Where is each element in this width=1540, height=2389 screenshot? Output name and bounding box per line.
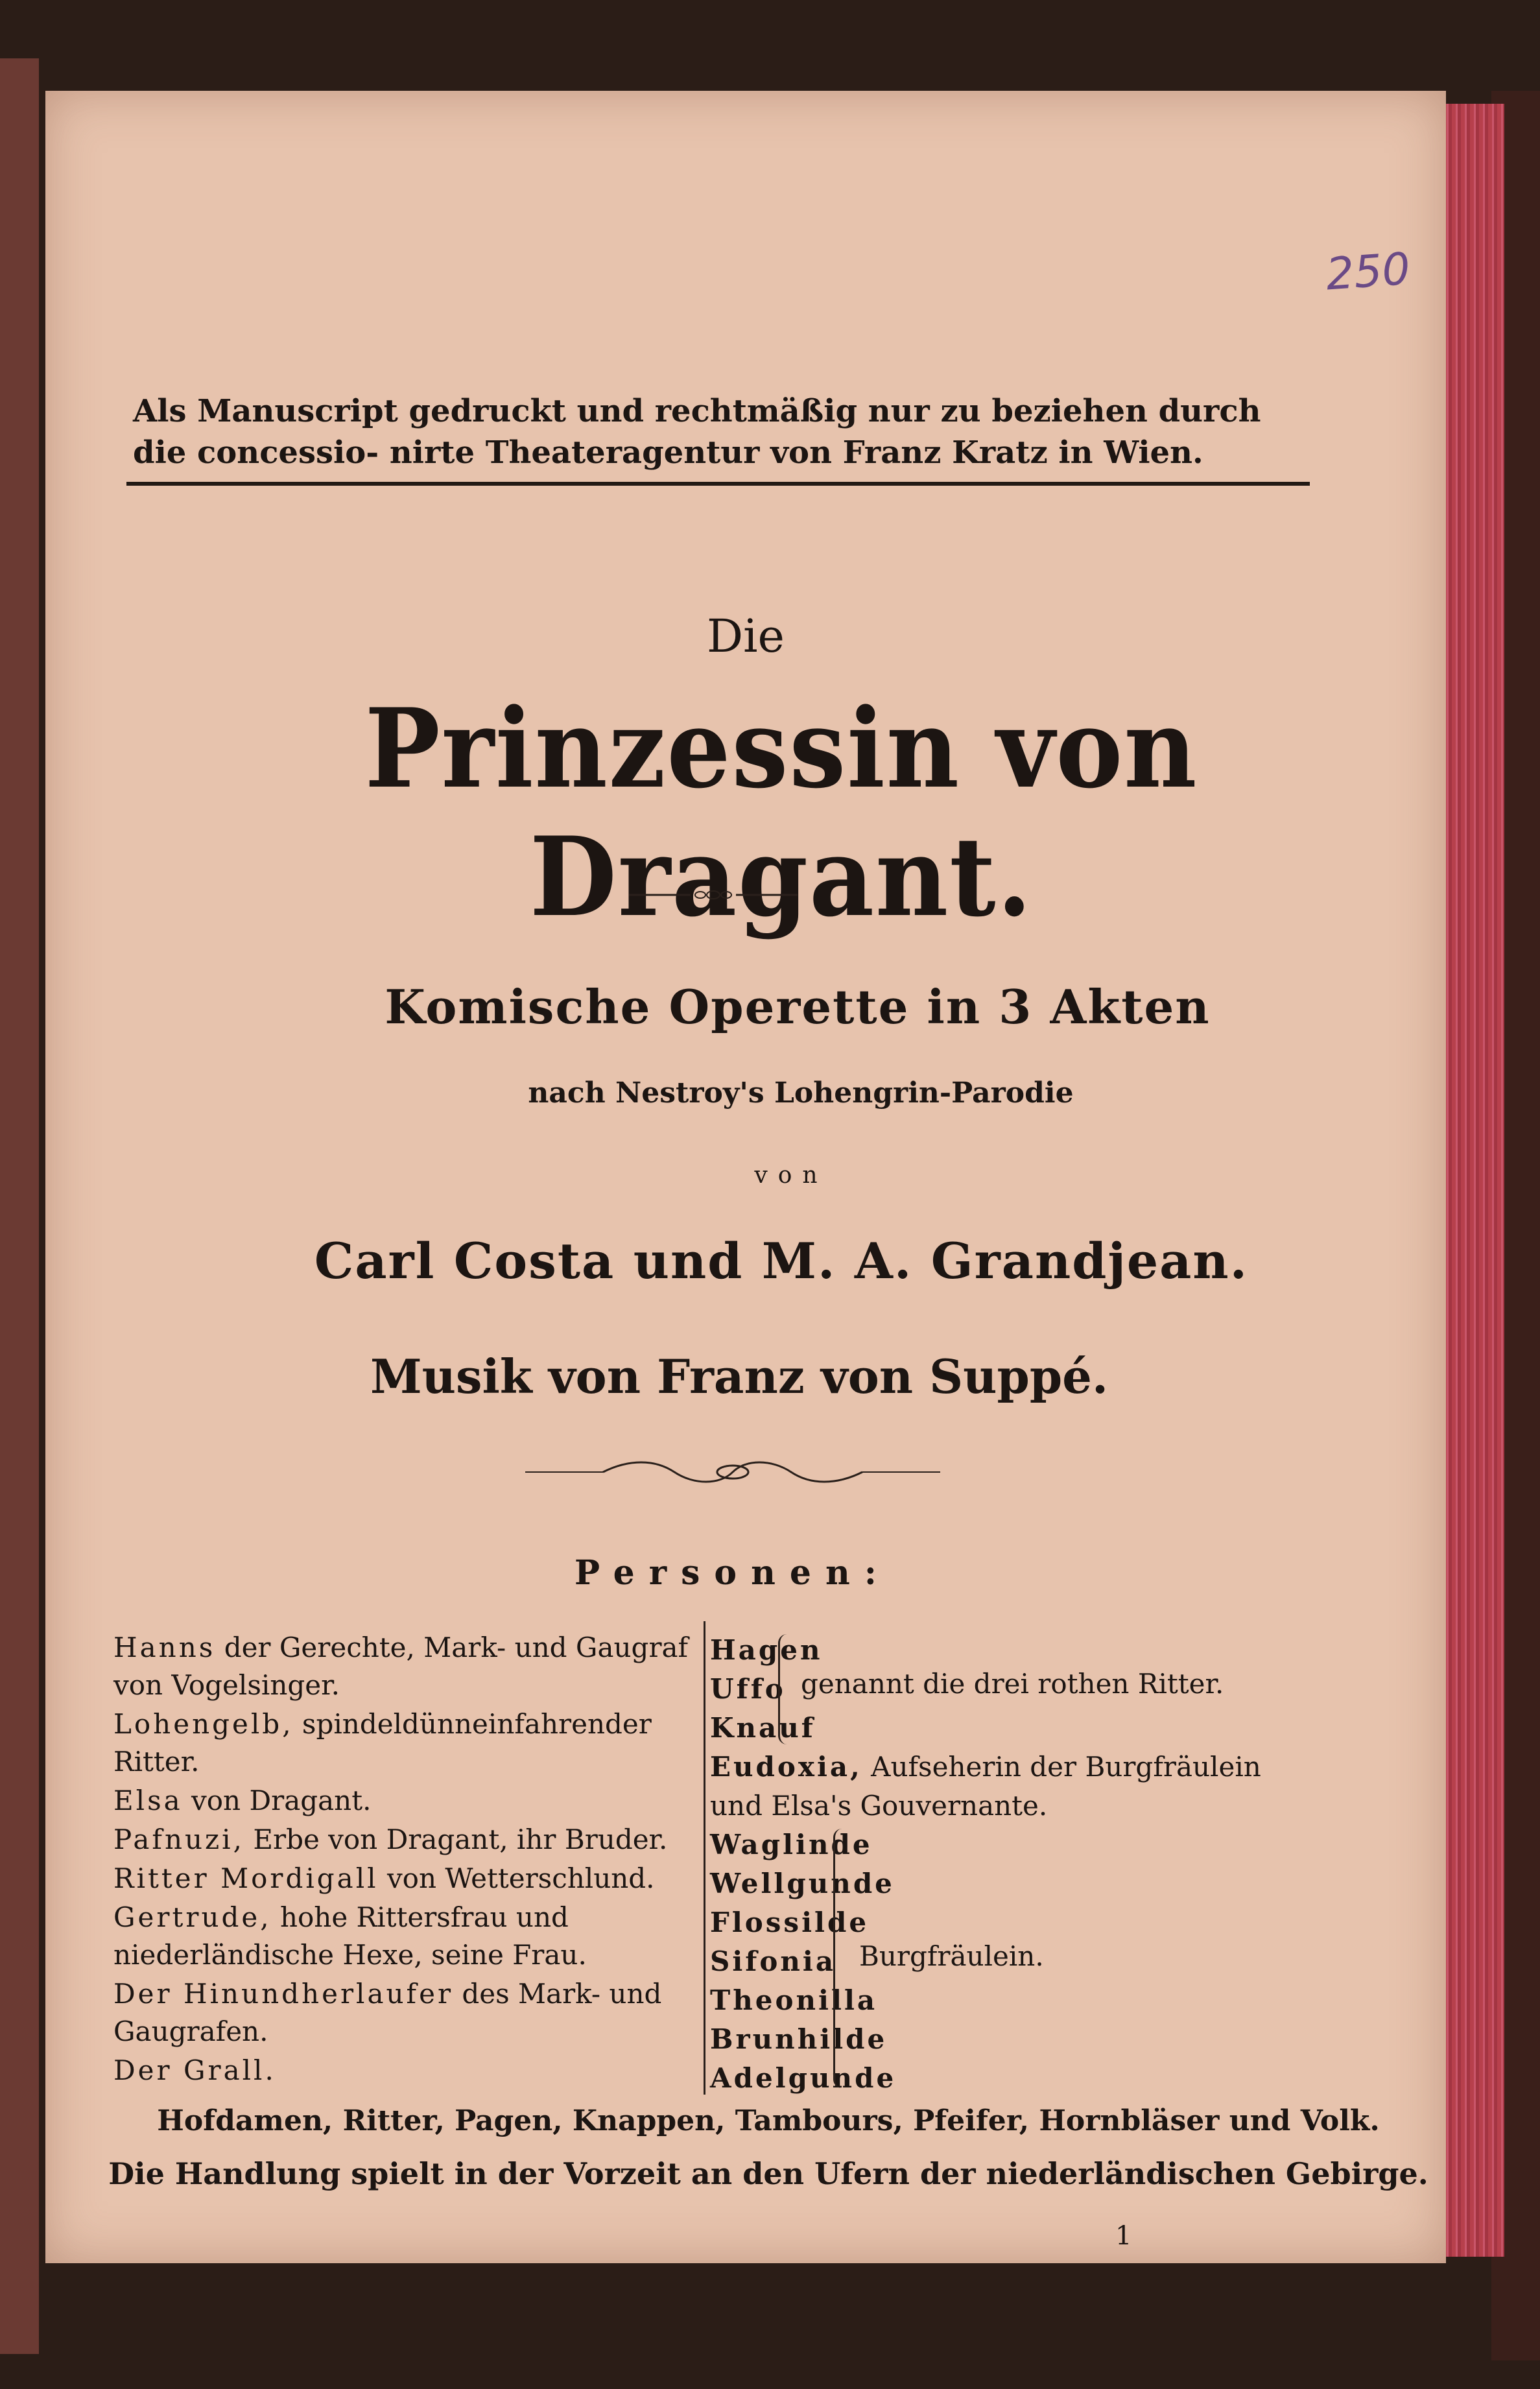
cast-entry: Ritter Mordigall von Wetterschlund. [113, 1862, 655, 1894]
page-title: Prinzessin von Dragant. [364, 684, 1198, 941]
knights-brace [778, 1634, 796, 1744]
cast-name: Flossilde [710, 1907, 870, 1938]
cast-list-left [113, 1629, 697, 2091]
cast-name: Hagen [710, 1634, 823, 1666]
cast-entry: Elsa von Dragant. [113, 1785, 372, 1816]
cast-entry: Gertrude, hohe Rittersfrau und niederländische Hexe, seine Frau. [113, 1901, 587, 1971]
subtitle: Komische Operette in 3 Akten [385, 979, 1211, 1034]
large-ornament-icon [525, 1459, 940, 1485]
cast-entry: Hanns der Gerechte, Mark- und Gaugraf von Vogelsinger. [113, 1632, 689, 1701]
cast-name: Wellgunde [710, 1868, 895, 1899]
composer: Musik von Franz von Suppé. [370, 1349, 1109, 1404]
cast-entry: Der Grall. [113, 2054, 276, 2086]
header-note: Als Manuscript gedruckt und rechtmäßig nur zu beziehen durch die concessio- nirte Theateragentur von Franz Kratz in Wien. [133, 393, 1261, 471]
authors: Carl Costa und M. A. Grandjean. [314, 1232, 1249, 1290]
book-page [45, 91, 1446, 2263]
cast-name: Sifonia [710, 1945, 836, 1977]
cast-name: Adelgunde [710, 2062, 897, 2094]
title-article: Die [707, 610, 785, 663]
cast-entry: Pafnuzi, Erbe von Dragant, ihr Bruder. [113, 1824, 668, 1855]
cast-name: Theonilla [710, 1984, 878, 2016]
cast-list-right [710, 1631, 1307, 2098]
small-ornament-icon [629, 885, 798, 905]
cast-name: Knauf [710, 1712, 816, 1744]
source-note: nach Nestroy's Lohengrin-Parodie [528, 1076, 1074, 1110]
header-rule [126, 482, 1310, 486]
maidens-label: Burgfräulein. [859, 1940, 1044, 1972]
page-number: 1 [1115, 2221, 1132, 2251]
cast-entry: Lohengelb, spindeldünneinfahrender Ritter. [113, 1708, 652, 1777]
handwritten-folio: 250 [1324, 243, 1412, 301]
by-label: von [754, 1162, 828, 1189]
cast-entry: Eudoxia, Aufseherin der Burgfräulein und Elsa's Gouvernante. [710, 1751, 1261, 1822]
cast-entry: Der Hinundherlaufer des Mark- und Gaugrafen. [113, 1978, 662, 2047]
cast-column-divider [704, 1621, 705, 2095]
cast-name: Brunhilde [710, 2023, 888, 2055]
book-cover-left [0, 58, 39, 2354]
cast-name: Uffo [710, 1673, 786, 1705]
cast-heading: Personen: [574, 1553, 892, 1593]
maidens-brace [833, 1829, 851, 2088]
supporting-cast: Hofdamen, Ritter, Pagen, Knappen, Tambours, Pfeifer, Hornbläser und Volk. [157, 2104, 1380, 2137]
knights-label: genannt die drei rothen Ritter. [801, 1668, 1224, 1700]
cast-name: Waglinde [710, 1829, 873, 1860]
setting-note: Die Handlung spielt in der Vorzeit an den Ufern der niederländischen Gebirge. [108, 2156, 1428, 2191]
